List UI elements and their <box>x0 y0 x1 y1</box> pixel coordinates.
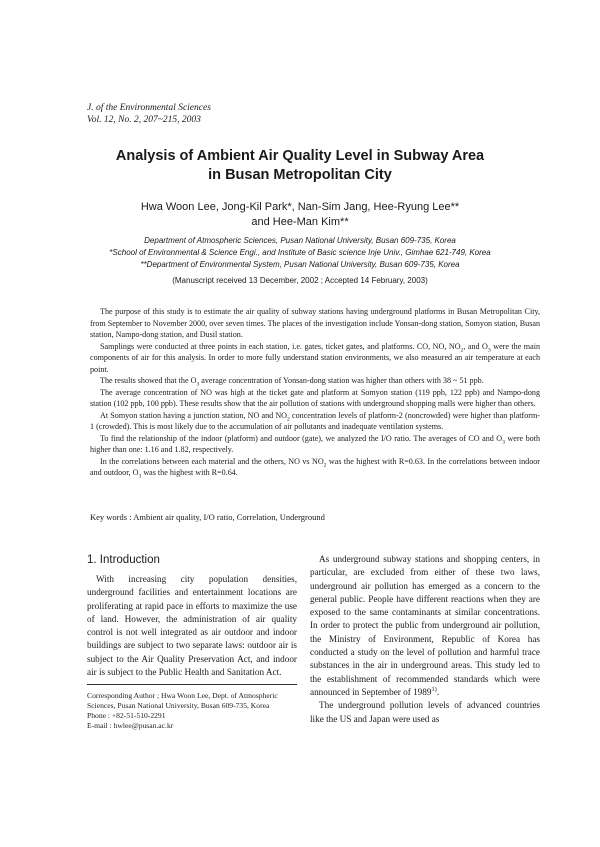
abstract-paragraph: In the correlations between each material and the others, NO vs $NO_2$ was the highest with R=0.63. In the correlations between indoor and outdoor, $O_3$ was the highest with R=0.64. <box>90 456 540 480</box>
affiliation-1: Department of Atmospheric Sciences, Pusan National University, Busan 609-735, Korea <box>144 236 456 245</box>
journal-citation <box>87 102 211 126</box>
authors-line-1: Hwa Woon Lee, Jong-Kil Park*, Nan-Sim Jang, Hee-Ryung Lee** <box>140 201 460 213</box>
body-paragraph: The underground pollution levels of advanced countries like the US and Japan were used as <box>310 700 540 724</box>
section-heading: 1. Introduction <box>87 554 160 566</box>
footnote-author: Corresponding Author ; Hwa Woon Lee, Dept. of Atmospheric Sciences, Pusan National University, Busan 609-735, Korea <box>87 691 278 710</box>
left-column <box>87 553 297 679</box>
keywords: Key words : Ambient air quality, I/O ratio, Correlation, Underground <box>90 512 325 522</box>
body-paragraph: With increasing city population densities, underground facilities and entertainment locations are proliferating at rapid pace in efforts to maximize the use of land. However, the administration of air quality control is not well integrated as air outdoor and indoor buildings are subject to two separate laws: outdoor air is subject to the Air Quality Preservation Act, and indoor air is subject to the Public Health and Sanitation Act. <box>87 574 297 678</box>
corresponding-author-footnote <box>87 684 297 731</box>
abstract-paragraph: The average concentration of NO was high at the ticket gate and platform at Somyon station (119 ppb, 122 ppb) and Nampo-dong station (102 ppb, 100 ppb). These results show that the air pollution of stations with underground shopping malls were higher than others. <box>90 387 540 408</box>
authors-line-2: and Hee-Man Kim** <box>251 216 349 228</box>
abstract-paragraph: To find the relationship of the indoor (platform) and outdoor (gate), we analyzed the I/O ratio. The averages of CO and $O_3$ were both higher than one: 1.16 and 1.82, respectively. <box>90 433 540 454</box>
body-paragraph: As underground subway stations and shopping centers, in particular, are excluded from either of these two laws, underground air pollution has emerged as a concern to the general public. People have different reactions when they are exposed to the same contaminants at similar concentrations. In order to protect the public from underground air pollution, the Ministry of Environment, Republic of Korea has conducted a study on the level of pollution and harmful trace substances in the air in underground areas. This study led to the establishment of recommended standards which were announced in September of 1989$^{1)}$. <box>310 554 540 697</box>
title-line-2: in Busan Metropolitan City <box>208 167 392 183</box>
journal-name: J. of the Environmental Sciences <box>87 103 211 113</box>
manuscript-dates: (Manuscript received 13 December, 2002 ; Accepted 14 February, 2003) <box>172 276 428 285</box>
affiliations <box>60 235 540 271</box>
affiliation-3: **Department of Environmental System, Pusan National University, Busan 609-735, Korea <box>140 260 460 269</box>
footnote-phone: Phone : +82-51-510-2291 <box>87 711 166 720</box>
abstract-paragraph: Samplings were conducted at three points in each station, i.e. gates, ticket gates, and platforms. CO, NO, $NO_2$, and $O_3$ were the main components of air for this analysis. In order to more fully understand station environments, we also measured an air temperature at each point. <box>90 341 540 374</box>
affiliation-2: *School of Environmental & Science Engi., and Institute of Basic science Inje Univ., Gimhae 621-749, Korea <box>109 248 491 257</box>
abstract-paragraph: At Somyon station having a junction station, NO and $NO_2$ concentration levels of platform-2 (noncrowded) were higher than platform-1 (crowded). This is most likely due to the accumulation of air pollutants and inadequate ventilation systems. <box>90 410 540 431</box>
abstract <box>90 306 540 479</box>
author-list <box>60 200 540 230</box>
abstract-paragraph: The results showed that the $O_3$ average concentration of Yonsan-dong station was higher than others with 38 ~ 51 ppb. <box>100 376 484 388</box>
abstract-paragraph: The purpose of this study is to estimate the air quality of subway stations having underground platforms in Busan Metropolitan City, from September to November 2000, over seven times. The places of the investigation include Yonsan-dong station, Somyon station, Busan station, Nampo-dong station, and Dusil station. <box>90 307 540 339</box>
footnote-email: E-mail : hwlee@pusan.ac.kr <box>87 721 174 730</box>
journal-volume: Vol. 12, No. 2, 207~215, 2003 <box>87 115 201 125</box>
title-line-1: Analysis of Ambient Air Quality Level in Subway Area <box>115 148 485 164</box>
paper-title <box>60 147 540 185</box>
right-column <box>310 553 540 726</box>
reference-marker: 1) <box>431 685 437 693</box>
